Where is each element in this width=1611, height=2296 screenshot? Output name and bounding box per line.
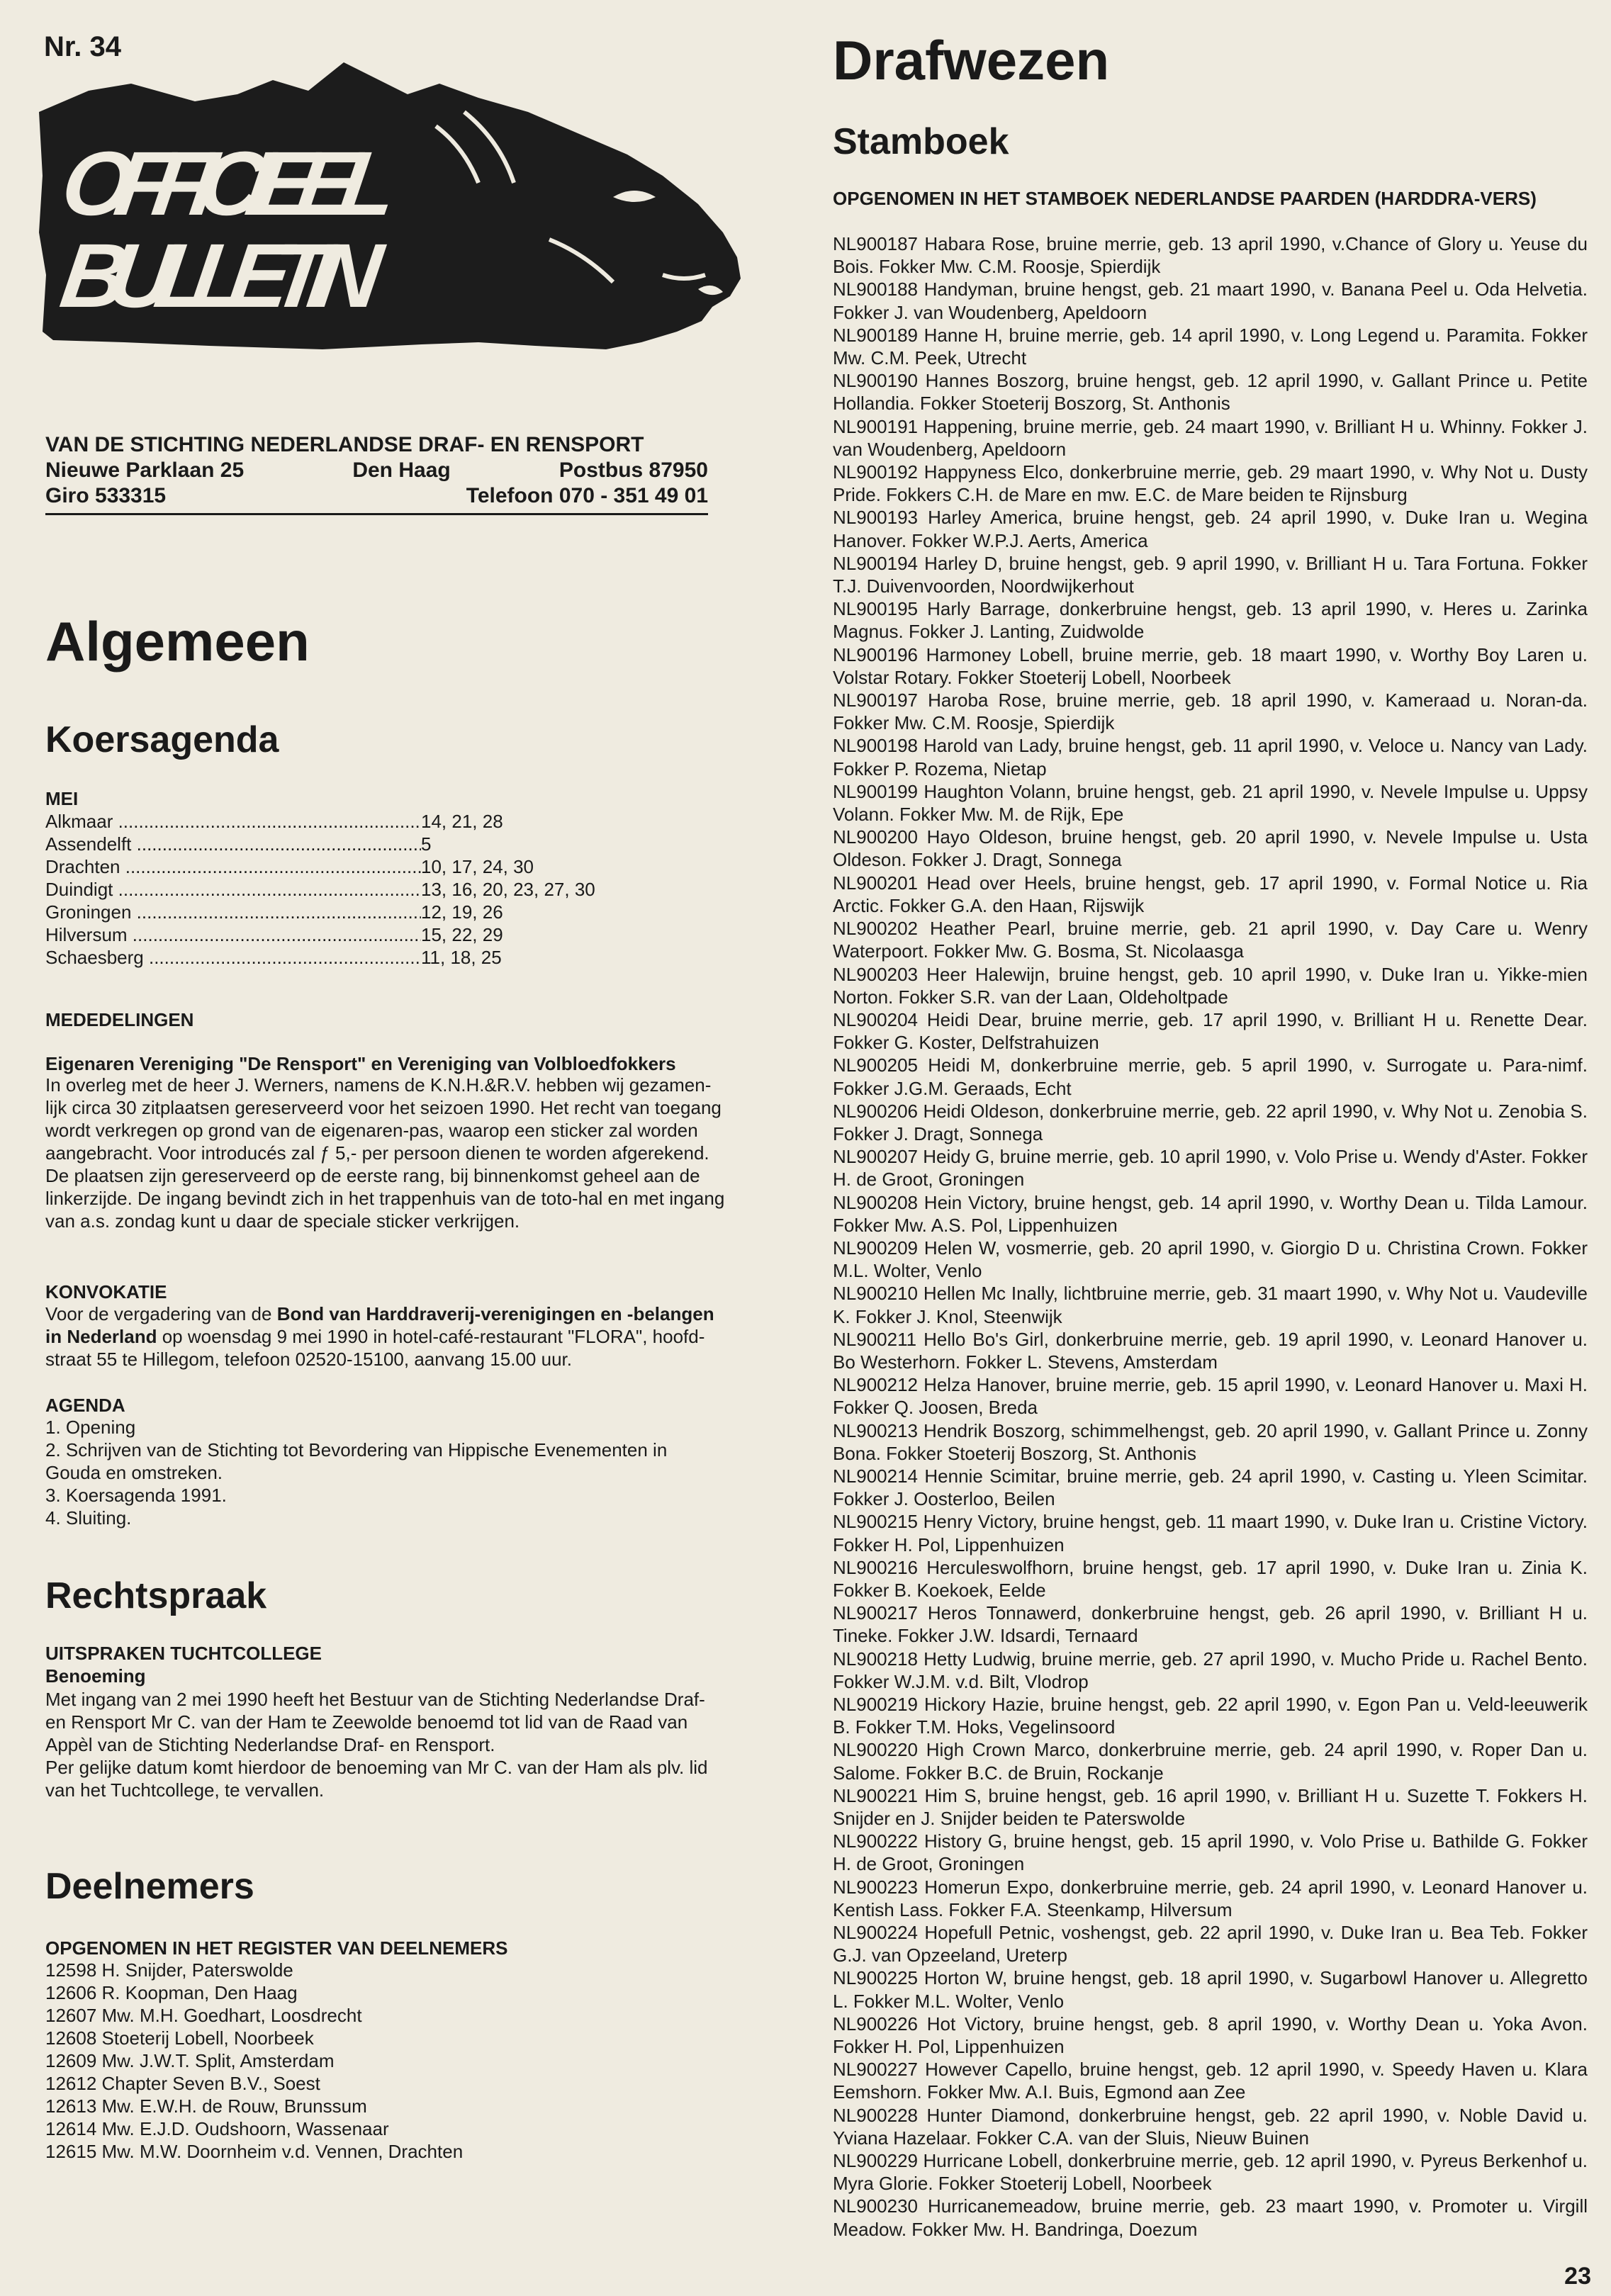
deelnemer-item: 12609 Mw. J.W.T. Split, Amsterdam bbox=[45, 2050, 335, 2071]
deelnemer-item: 12607 Mw. M.H. Goedhart, Loosdrecht bbox=[45, 2005, 362, 2026]
stamboek-entry: NL900191 Happening, bruine merrie, geb. 24 maart 1990, v. Brilliant H u. Whinny. Fokker J. van Woudenberg, Apeldoorn bbox=[833, 415, 1588, 460]
stamboek-entry: NL900212 Helza Hanover, bruine merrie, geb. 15 april 1990, v. Leonard Hanover u. Maxi H. Fokker Q. Joosen, Breda bbox=[833, 1374, 1588, 1419]
koersagenda-dates: 14, 21, 28 bbox=[421, 811, 503, 832]
stamboek-entry: NL900198 Harold van Lady, bruine hengst, geb. 11 april 1990, v. Veloce u. Nancy van Lady. Fokker P. Rozema, Nietap bbox=[833, 735, 1588, 780]
stamboek-entry: NL900214 Hennie Scimitar, bruine merrie, geb. 24 april 1990, v. Casting u. Yleen Scimitar. Fokker J. Oosterloo, Beilen bbox=[833, 1465, 1588, 1510]
stamboek-entry: NL900195 Harly Barrage, donkerbruine hengst, geb. 13 april 1990, v. Heres u. Zarinka Magnus. Fokker J. Lanting, Zuidwolde bbox=[833, 598, 1588, 643]
koersagenda-dates: 12, 19, 26 bbox=[421, 901, 503, 923]
koersagenda-dates: 5 bbox=[421, 833, 432, 855]
stamboek-entry: NL900222 History G, bruine hengst, geb. 15 april 1990, v. Volo Prise u. Bathilde G. Fokker H. de Groot, Groningen bbox=[833, 1830, 1588, 1875]
koersagenda-row bbox=[45, 878, 627, 901]
konvokatie-title: KONVOKATIE bbox=[45, 1281, 167, 1302]
stamboek-entry: NL900225 Horton W, bruine hengst, geb. 18 april 1990, v. Sugarbowl Hanover u. Allegretto L. Fokker M.L. Wolter, Venlo bbox=[833, 1967, 1588, 2012]
stamboek-entry: NL900209 Helen W, vosmerrie, geb. 20 april 1990, v. Giorgio D u. Christina Crown. Fokker M.L. Wolter, Venlo bbox=[833, 1237, 1588, 1282]
agenda-item: 3. Koersagenda 1991. bbox=[45, 1485, 227, 1506]
page-number: 23 bbox=[1564, 2263, 1591, 2290]
stamboek-entry: NL900188 Handyman, bruine hengst, geb. 21 maart 1990, v. Banana Peel u. Oda Helvetia. Fokker J. van Woudenberg, Apeldoorn bbox=[833, 278, 1588, 323]
publisher-contact-row bbox=[45, 483, 708, 509]
stamboek-entry: NL900228 Hunter Diamond, donkerbruine hengst, geb. 22 april 1990, v. Noble David u. Yviana Hazelaar. Fokker C.A. van der Sluis, Nieuw Buinen bbox=[833, 2104, 1588, 2149]
agenda-item: 1. Opening bbox=[45, 1417, 136, 1438]
benoeming-title: Benoeming bbox=[45, 1665, 146, 1687]
stamboek-entry: NL900203 Heer Halewijn, bruine hengst, geb. 10 april 1990, v. Duke Iran u. Yikke-mien Norton. Fokker S.R. van der Laan, Oldeholtpade bbox=[833, 963, 1588, 1008]
koersagenda-title: Koersagenda bbox=[45, 719, 279, 760]
konvokatie-organisation-cont: in Nederland bbox=[45, 1326, 157, 1347]
konvokatie-body bbox=[45, 1302, 714, 1371]
publisher-phone: Telefoon 070 - 351 49 01 bbox=[466, 484, 708, 507]
mededelingen-line: linkerzijde. De ingang bevindt zich in het trappenhuis van de toto-hal en met ingang bbox=[45, 1188, 725, 1209]
rechtspraak-body bbox=[45, 1688, 708, 1801]
deelnemers-title: Deelnemers bbox=[45, 1866, 254, 1907]
mededelingen-subtitle: Eigenaren Vereniging "De Rensport" en Vereniging van Volbloedfokkers bbox=[45, 1053, 676, 1074]
stamboek-entry: NL900202 Heather Pearl, bruine merrie, geb. 21 april 1990, v. Day Care u. Wenry Waterpoort. Fokker Mw. G. Bosma, St. Nicolaasga bbox=[833, 918, 1588, 962]
stamboek-entry: NL900217 Heros Tonnawerd, donkerbruine hengst, geb. 26 april 1990, v. Brilliant H u. Tineke. Fokker J.W. Idsardi, Ternaard bbox=[833, 1602, 1588, 1647]
rechtspraak-line: Met ingang van 2 mei 1990 heeft het Bestuur van de Stichting Nederlandse Draf- bbox=[45, 1689, 705, 1710]
koersagenda-place: Groningen ..... bbox=[45, 901, 421, 923]
publisher-city: Den Haag bbox=[352, 458, 451, 482]
stamboek-entry: NL900221 Him S, bruine hengst, geb. 16 april 1990, v. Brilliant H u. Suzette T. Fokkers H. Snijder en J. Snijder beiden te Paterswolde bbox=[833, 1784, 1588, 1830]
rechtspraak-title: Rechtspraak bbox=[45, 1575, 267, 1616]
mededelingen-line: aangebracht. Voor introducés zal ƒ 5,- per persoon dienen te worden afgerekend. bbox=[45, 1142, 709, 1164]
section-title-algemeen: Algemeen bbox=[45, 610, 310, 673]
mededelingen-line: lijk circa 30 zitplaatsen gereserveerd voor het seizoen 1990. Het recht van toegang bbox=[45, 1097, 722, 1118]
stamboek-entry: NL900224 Hopefull Petnic, voshengst, geb. 22 april 1990, v. Duke Iran u. Bea Teb. Fokker G.J. van Opzeeland, Ureterp bbox=[833, 1922, 1588, 1966]
publisher-giro: Giro 533315 bbox=[45, 484, 167, 507]
koersagenda-place: Schaesberg ..... bbox=[45, 946, 421, 969]
konvokatie-organisation: Bond van Harddraverij-verenigingen en -belangen bbox=[276, 1303, 714, 1324]
rechtspraak-line: Per gelijke datum komt hierdoor de benoeming van Mr C. van der Ham als plv. lid bbox=[45, 1757, 708, 1778]
stamboek-entry: NL900213 Hendrik Boszorg, schimmelhengst, geb. 20 april 1990, v. Gallant Prince u. Zonny Bona. Fokker Stoeterij Boszorg, St. Anthonis bbox=[833, 1419, 1588, 1464]
koersagenda-place: Assendelft ..... bbox=[45, 833, 421, 855]
stamboek-entry: NL900230 Hurricanemeadow, bruine merrie, geb. 23 maart 1990, v. Promoter u. Virgill Meadow. Fokker Mw. H. Bandringa, Doezum bbox=[833, 2195, 1588, 2240]
publisher-address-row bbox=[45, 458, 708, 483]
stamboek-entry: NL900192 Happyness Elco, donkerbruine merrie, geb. 29 maart 1990, v. Why Not u. Dusty Pride. Fokkers C.H. de Mare en mw. E.C. de Mare beiden te Rijnsburg bbox=[833, 461, 1588, 506]
publisher-name: VAN DE STICHTING NEDERLANDSE DRAF- EN RENSPORT bbox=[45, 433, 644, 456]
rechtspraak-line: van het Tuchtcollege, te vervallen. bbox=[45, 1779, 325, 1801]
konvokatie-text: straat 55 te Hillegom, telefoon 02520-15100, aanvang 15.00 uur. bbox=[45, 1349, 572, 1370]
section-title-drafwezen: Drafwezen bbox=[833, 29, 1110, 91]
koersagenda-row bbox=[45, 833, 627, 855]
deelnemers-register-title: OPGENOMEN IN HET REGISTER VAN DEELNEMERS bbox=[45, 1937, 508, 1959]
koersagenda-row bbox=[45, 923, 627, 946]
stamboek-entry: NL900218 Hetty Ludwig, bruine merrie, geb. 27 april 1990, v. Mucho Pride u. Rachel Bento. Fokker W.J.M. v.d. Bilt, Vlodrop bbox=[833, 1648, 1588, 1692]
stamboek-entry: NL900220 High Crown Marco, donkerbruine merrie, geb. 24 april 1990, v. Roper Dan u. Salome. Fokker B.C. de Bruin, Rockanje bbox=[833, 1739, 1588, 1784]
koersagenda-place: Duindigt ..... bbox=[45, 878, 421, 901]
deelnemer-item: 12598 H. Snijder, Paterswolde bbox=[45, 1959, 293, 1981]
stamboek-title: Stamboek bbox=[833, 121, 1009, 162]
stamboek-entry: NL900189 Hanne H, bruine merrie, geb. 14 april 1990, v. Long Legend u. Paramita. Fokker Mw. C.M. Peek, Utrecht bbox=[833, 324, 1588, 369]
publisher-postbus: Postbus 87950 bbox=[558, 458, 708, 482]
deelnemer-item: 12614 Mw. E.J.D. Oudshoorn, Wassenaar bbox=[45, 2118, 389, 2139]
mededelingen-line: van a.s. zondag kunt u daar de speciale sticker verkrijgen. bbox=[45, 1210, 520, 1232]
header-rule bbox=[45, 513, 708, 515]
mededelingen-line: In overleg met de heer J. Werners, namens de K.N.H.&R.V. hebben wij gezamen- bbox=[45, 1074, 712, 1096]
koersagenda-row bbox=[45, 901, 627, 923]
agenda-item: Gouda en omstreken. bbox=[45, 1462, 223, 1483]
stamboek-entry: NL900205 Heidi M, donkerbruine merrie, geb. 5 april 1990, v. Surrogate u. Para-nimf. Fokker J.G.M. Geraads, Echt bbox=[833, 1054, 1588, 1099]
mededelingen-body bbox=[45, 1074, 724, 1232]
mededelingen-line: wordt verkregen op grond van de eigenaren-pas, waarop een sticker zal worden bbox=[45, 1120, 698, 1141]
mededelingen-title: MEDEDELINGEN bbox=[45, 1009, 194, 1030]
koersagenda-dates: 15, 22, 29 bbox=[421, 924, 503, 945]
agenda-item: 2. Schrijven van de Stichting tot Bevordering van Hippische Evenementen in bbox=[45, 1439, 668, 1461]
deelnemer-item: 12612 Chapter Seven B.V., Soest bbox=[45, 2073, 320, 2094]
stamboek-entry: NL900201 Head over Heels, bruine hengst, geb. 17 april 1990, v. Formal Notice u. Ria Arctic. Fokker G.A. den Haan, Rijswijk bbox=[833, 872, 1588, 916]
deelnemer-item: 12606 R. Koopman, Den Haag bbox=[45, 1982, 298, 2003]
koersagenda-place: Hilversum ..... bbox=[45, 923, 421, 946]
stamboek-entries bbox=[833, 232, 1588, 2241]
koersagenda-month: MEI bbox=[45, 788, 79, 809]
stamboek-entry: NL900215 Henry Victory, bruine hengst, geb. 11 maart 1990, v. Duke Iran u. Cristine Victory. Fokker H. Pol, Lippenhuizen bbox=[833, 1511, 1588, 1555]
stamboek-entry: NL900199 Haughton Volann, bruine hengst, geb. 21 april 1990, v. Nevele Impulse u. Uppsy Volann. Fokker Mw. M. de Rijk, Epe bbox=[833, 780, 1588, 826]
agenda-body bbox=[45, 1416, 667, 1529]
koersagenda-list bbox=[45, 810, 627, 969]
koersagenda-place: Alkmaar ..... bbox=[45, 810, 421, 833]
stamboek-entry: NL900193 Harley America, bruine hengst, geb. 24 april 1990, v. Duke Iran u. Wegina Hanover. Fokker W.P.J. Aerts, America bbox=[833, 507, 1588, 551]
deelnemer-item: 12615 Mw. M.W. Doornheim v.d. Vennen, Drachten bbox=[45, 2141, 464, 2162]
stamboek-entry: NL900190 Hannes Boszorg, bruine hengst, geb. 12 april 1990, v. Gallant Prince u. Petite Hollandia. Fokker Stoeterij Boszorg, St. Anthonis bbox=[833, 370, 1588, 415]
koersagenda-dates: 11, 18, 25 bbox=[421, 947, 502, 968]
logo-text-line1: OFFICIEEL bbox=[55, 133, 403, 235]
stamboek-entry: NL900227 However Capello, bruine hengst, geb. 12 april 1990, v. Speedy Haven u. Klara Eemshorn. Fokker Mw. A.I. Buis, Egmond aan Zee bbox=[833, 2059, 1588, 2103]
deelnemers-list bbox=[45, 1959, 463, 2163]
koersagenda-dates: 10, 17, 24, 30 bbox=[421, 856, 534, 877]
publisher-address: Nieuwe Parklaan 25 bbox=[45, 458, 245, 482]
stamboek-entry: NL900229 Hurricane Lobell, donkerbruine merrie, geb. 12 april 1990, v. Pyreus Berkenhof u. Myra Glorie. Fokker Stoeterij Lobell, Noorbeek bbox=[833, 2150, 1588, 2195]
konvokatie-text: Voor de vergadering van de bbox=[45, 1303, 277, 1324]
issue-number: Nr. 34 bbox=[44, 31, 121, 62]
stamboek-entry: NL900200 Hayo Oldeson, bruine hengst, geb. 20 april 1990, v. Nevele Impulse u. Usta Oldeson. Fokker J. Dragt, Sonnega bbox=[833, 826, 1588, 871]
stamboek-entry: NL900210 Hellen Mc Inally, lichtbruine merrie, geb. 31 maart 1990, v. Why Not u. Vaudeville K. Fokker J. Knol, Steenwijk bbox=[833, 1283, 1588, 1327]
koersagenda-row bbox=[45, 946, 627, 969]
mededelingen-line: De plaatsen zijn gereserveerd op de eerste rang, bij binnenkomst geheel aan de bbox=[45, 1165, 700, 1186]
logo-text-line2: BULLETIN bbox=[55, 225, 388, 327]
stamboek-entry: NL900211 Hello Bo's Girl, donkerbruine merrie, geb. 19 april 1990, v. Leonard Hanover u. Bo Westerhorn. Fokker L. Stevens, Amsterdam bbox=[833, 1328, 1588, 1373]
stamboek-entry: NL900223 Homerun Expo, donkerbruine merrie, geb. 24 april 1990, v. Leonard Hanover u. Kentish Lass. Fokker F.A. Steenkamp, Hilversum bbox=[833, 1876, 1588, 1920]
stamboek-entry: NL900197 Haroba Rose, bruine merrie, geb. 18 april 1990, v. Kameraad u. Noran-da. Fokker Mw. C.M. Roosje, Spierdijk bbox=[833, 690, 1588, 734]
konvokatie-text: op woensdag 9 mei 1990 in hotel-café-restaurant "FLORA", hoofd- bbox=[157, 1326, 705, 1347]
officieel-bulletin-logo bbox=[39, 62, 748, 353]
rechtspraak-line: Appèl van de Stichting Nederlandse Draf- en Rensport. bbox=[45, 1734, 495, 1755]
stamboek-entry: NL900207 Heidy G, bruine merrie, geb. 10 april 1990, v. Volo Prise u. Wendy d'Aster. Fokker H. de Groot, Groningen bbox=[833, 1146, 1588, 1191]
stamboek-entry: NL900226 Hot Victory, bruine hengst, geb. 8 april 1990, v. Worthy Dean u. Yoka Avon. Fokker H. Pol, Lippenhuizen bbox=[833, 2013, 1588, 2058]
stamboek-entry: NL900194 Harley D, bruine hengst, geb. 9 april 1990, v. Brilliant H u. Tara Fortuna. Fokker T.J. Duivenvoorden, Noordwijkerhout bbox=[833, 552, 1588, 597]
agenda-title: AGENDA bbox=[45, 1395, 125, 1416]
stamboek-entry: NL900208 Hein Victory, bruine hengst, geb. 14 april 1990, v. Worthy Dean u. Tilda Lamour. Fokker Mw. A.S. Pol, Lippenhuizen bbox=[833, 1191, 1588, 1236]
stamboek-heading: OPGENOMEN IN HET STAMBOEK NEDERLANDSE PAARDEN (HARDDRA-VERS) bbox=[833, 188, 1537, 209]
deelnemer-item: 12613 Mw. E.W.H. de Rouw, Brunssum bbox=[45, 2095, 367, 2117]
rechtspraak-line: en Rensport Mr C. van der Ham te Zeewolde benoemd tot lid van de Raad van bbox=[45, 1711, 688, 1733]
stamboek-entry: NL900206 Heidi Oldeson, donkerbruine merrie, geb. 22 april 1990, v. Why Not u. Zenobia S. Fokker J. Dragt, Sonnega bbox=[833, 1100, 1588, 1144]
stamboek-entry: NL900187 Habara Rose, bruine merrie, geb. 13 april 1990, v.Chance of Glory u. Yeuse du Bois. Fokker Mw. C.M. Roosje, Spierdijk bbox=[833, 233, 1588, 278]
koersagenda-row bbox=[45, 810, 627, 833]
stamboek-entry: NL900219 Hickory Hazie, bruine hengst, geb. 22 april 1990, v. Egon Pan u. Veld-leeuwerik B. Fokker T.M. Hoks, Vegelinsoord bbox=[833, 1694, 1588, 1738]
publisher-block bbox=[45, 432, 708, 515]
stamboek-entry: NL900216 Herculeswolfhorn, bruine hengst, geb. 17 april 1990, v. Duke Iran u. Zinia K. Fokker B. Koekoek, Eelde bbox=[833, 1556, 1588, 1601]
stamboek-entry: NL900204 Heidi Dear, bruine merrie, geb. 17 april 1990, v. Brilliant H u. Renette Dear. Fokker G. Koster, Delfstrahuizen bbox=[833, 1008, 1588, 1054]
koersagenda-dates: 13, 16, 20, 23, 27, 30 bbox=[421, 879, 595, 900]
agenda-item: 4. Sluiting. bbox=[45, 1507, 132, 1529]
tuchtcollege-title: UITSPRAKEN TUCHTCOLLEGE bbox=[45, 1643, 322, 1664]
deelnemer-item: 12608 Stoeterij Lobell, Noorbeek bbox=[45, 2027, 314, 2049]
stamboek-entry: NL900196 Harmoney Lobell, bruine merrie, geb. 18 maart 1990, v. Worthy Boy Laren u. Volstar Rotary. Fokker Stoeterij Lobell, Noorbeek bbox=[833, 643, 1588, 688]
koersagenda-place: Drachten ..... bbox=[45, 855, 421, 878]
koersagenda-row bbox=[45, 855, 627, 878]
